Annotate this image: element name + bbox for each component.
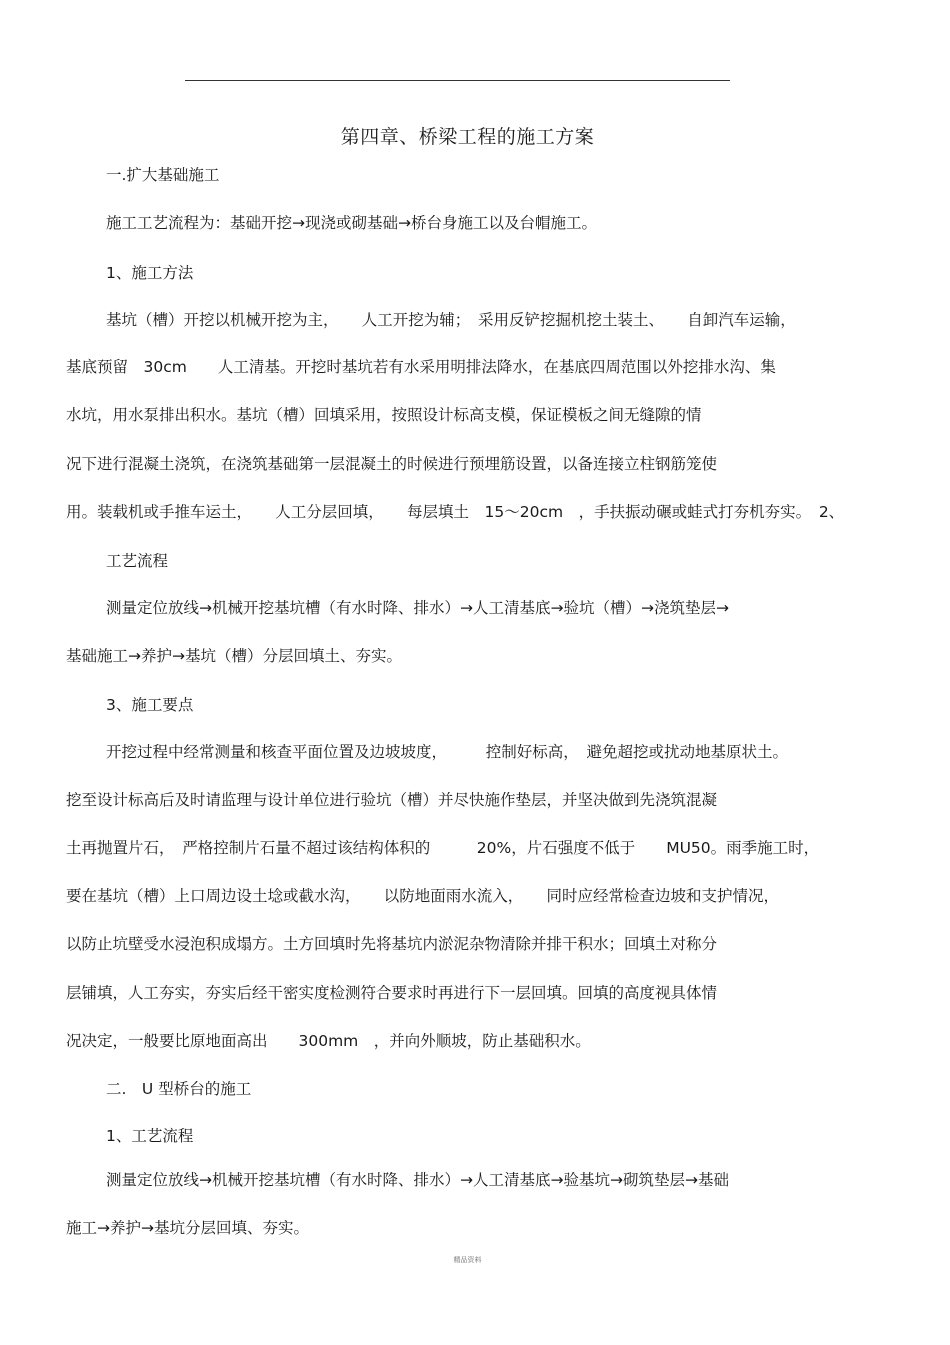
paragraph-line: 土再抛置片石， 严格控制片石量不超过该结构体积的 20%，片石强度不低于 MU50。雨季施工时，: [66, 839, 820, 857]
paragraph-line: 挖至设计标高后及时请监理与设计单位进行验坑（槽）并尽快施作垫层，并坚决做到先浇筑混凝: [66, 791, 718, 809]
paragraph-line: 测量定位放线→机械开挖基坑槽（有水时降、排水）→人工清基底→验基坑→砌筑垫层→基础: [106, 1171, 729, 1189]
paragraph-line: 以防止坑壁受水浸泡积成塌方。土方回填时先将基坑内淤泥杂物清除并排干积水；回填土对称分: [66, 935, 718, 953]
paragraph-line: 施工→养护→基坑分层回填、夯实。: [66, 1219, 309, 1237]
paragraph-line: 况下进行混凝土浇筑，在浇筑基础第一层混凝土的时候进行预埋筋设置，以备连接立柱钢筋笼使: [66, 455, 718, 473]
paragraph-line: 用。装载机或手推车运土， 人工分层回填， 每层填土 15～20cm ，手扶振动碾或蛙式打夯机夯实。 2、: [66, 503, 845, 521]
header-rule: [185, 80, 730, 81]
paragraph-line: 测量定位放线→机械开挖基坑槽（有水时降、排水）→人工清基底→验坑（槽）→浇筑垫层→: [106, 599, 729, 617]
paragraph-line: 开挖过程中经常测量和核查平面位置及边坡坡度， 控制好标高， 避免超挖或扰动地基原状土。: [106, 743, 789, 761]
subsection-heading: 1、工艺流程: [106, 1127, 194, 1145]
paragraph-line: 施工工艺流程为：基础开挖→现浇或砌基础→桥台身施工以及台帽施工。: [106, 214, 597, 232]
paragraph-line: 水坑，用水泵排出积水。基坑（槽）回填采用，按照设计标高支模，保证模板之间无缝隙的情: [66, 406, 702, 424]
paragraph-line: 要在基坑（槽）上口周边设土埝或截水沟， 以防地面雨水流入， 同时应经常检查边坡和支护情况，: [66, 887, 780, 905]
section-heading-1: 一.扩大基础施工: [106, 166, 220, 184]
paragraph-line: 况决定，一般要比原地面高出 300mm ，并向外顺坡，防止基础积水。: [66, 1032, 591, 1050]
paragraph-line: 基础施工→养护→基坑（槽）分层回填土、夯实。: [66, 647, 402, 665]
paragraph-line: 层铺填，人工夯实，夯实后经干密实度检测符合要求时再进行下一层回填。回填的高度视具体情: [66, 984, 718, 1002]
chapter-title: 第四章、桥梁工程的施工方案: [340, 126, 595, 148]
paragraph-line: 基坑（槽）开挖以机械开挖为主， 人工开挖为辅； 采用反铲挖掘机挖土装土、 自卸汽车运输，: [106, 311, 796, 329]
page-footer: 精品资料: [453, 1256, 482, 1264]
subsection-heading: 1、施工方法: [106, 264, 194, 282]
section-heading-2: 二. U 型桥台的施工: [106, 1080, 252, 1098]
paragraph-line: 基底预留 30cm 人工清基。开挖时基坑若有水采用明排法降水，在基底四周范围以外挖排水沟、集: [66, 358, 776, 376]
subsection-heading: 3、施工要点: [106, 696, 194, 714]
subsection-heading: 工艺流程: [106, 552, 169, 570]
